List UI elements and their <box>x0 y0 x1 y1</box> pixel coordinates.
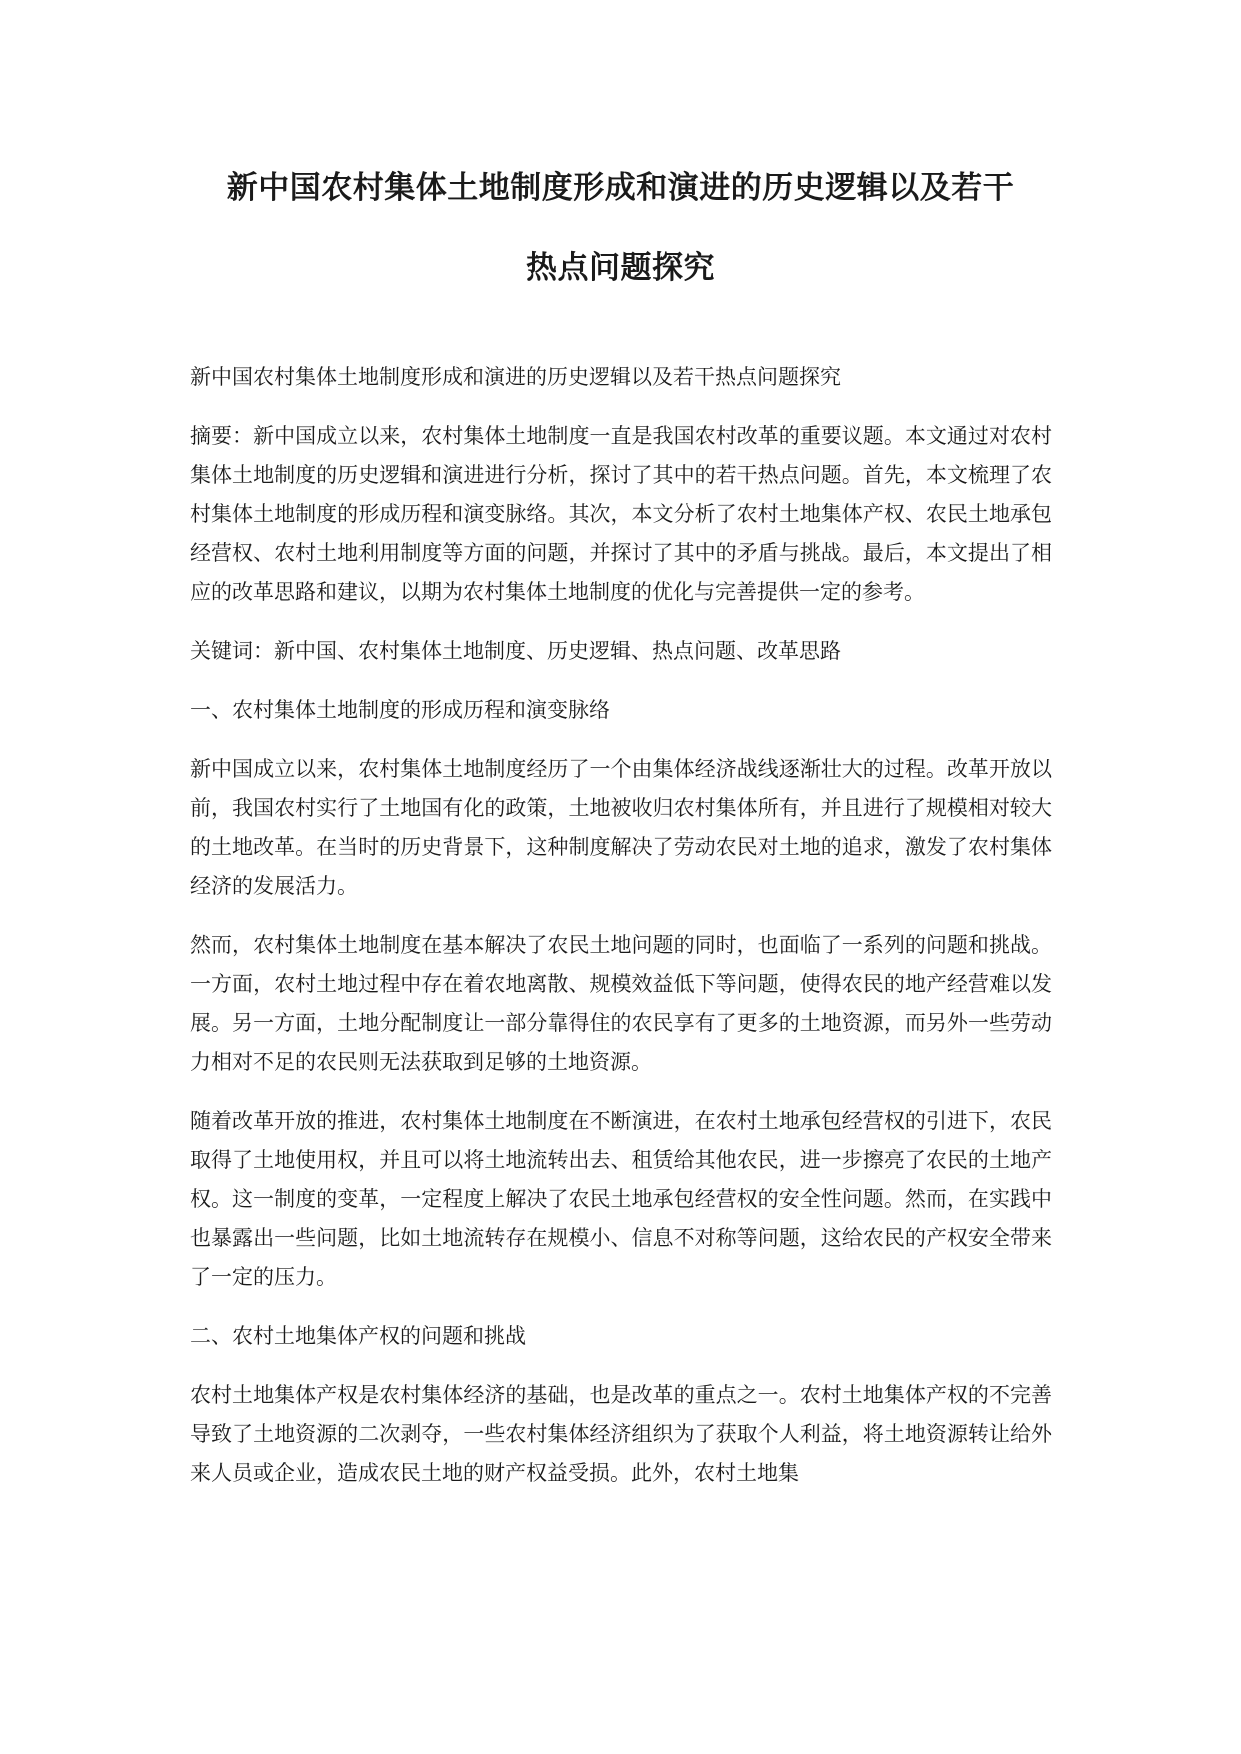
subtitle-repeat: 新中国农村集体土地制度形成和演进的历史逻辑以及若干热点问题探究 <box>190 365 841 389</box>
keywords-line: 关键词：新中国、农村集体土地制度、历史逻辑、热点问题、改革思路 <box>190 639 841 663</box>
section-1-paragraph: 新中国成立以来，农村集体土地制度经历了一个由集体经济战线逐渐壮大的过程。改革开放以前，我国农村实行了土地国有化的政策，土地被收归农村集体所有，并且进行了规模相对较大的土地改革。在当时的历史背景下，这种制度解决了劳动农民对土地的追求，激发了农村集体经济的发展活力。 <box>190 757 1052 898</box>
section-2-heading: 二、农村土地集体产权的问题和挑战 <box>190 1324 526 1348</box>
section-2-paragraph: 农村土地集体产权是农村集体经济的基础，也是改革的重点之一。农村土地集体产权的不完善导致了土地资源的二次剥夺，一些农村集体经济组织为了获取个人利益，将土地资源转让给外来人员或企业，造成农民土地的财产权益受损。此外，农村土地集 <box>190 1383 1052 1485</box>
title-line-1: 新中国农村集体土地制度形成和演进的历史逻辑以及若干 <box>226 170 1015 206</box>
section-1-heading: 一、农村集体土地制度的形成历程和演变脉络 <box>190 698 610 722</box>
section-1-paragraph: 随着改革开放的推进，农村集体土地制度在不断演进，在农村土地承包经营权的引进下，农民取得了土地使用权，并且可以将土地流转出去、租赁给其他农民，进一步擦亮了农民的土地产权。这一制度的变革，一定程度上解决了农民土地承包经营权的安全性问题。然而，在实践中也暴露出一些问题，比如土地流转存在规模小、信息不对称等问题，这给农民的产权安全带来了一定的压力。 <box>190 1109 1052 1289</box>
document-title <box>150 168 1091 288</box>
section-1-paragraph: 然而，农村集体土地制度在基本解决了农民土地问题的同时，也面临了一系列的问题和挑战。一方面，农村土地过程中存在着农地离散、规模效益低下等问题，使得农民的地产经营难以发展。另一方面，土地分配制度让一部分靠得住的农民享有了更多的土地资源，而另外一些劳动力相对不足的农民则无法获取到足够的土地资源。 <box>190 933 1052 1074</box>
abstract-paragraph: 摘要：新中国成立以来，农村集体土地制度一直是我国农村改革的重要议题。本文通过对农村集体土地制度的历史逻辑和演进进行分析，探讨了其中的若干热点问题。首先，本文梳理了农村集体土地制度的形成历程和演变脉络。其次，本文分析了农村土地集体产权、农民土地承包经营权、农村土地利用制度等方面的问题，并探讨了其中的矛盾与挑战。最后，本文提出了相应的改革思路和建议，以期为农村集体土地制度的优化与完善提供一定的参考。 <box>190 424 1052 604</box>
title-line-2: 热点问题探究 <box>526 250 715 286</box>
document-body <box>190 358 1052 1513</box>
